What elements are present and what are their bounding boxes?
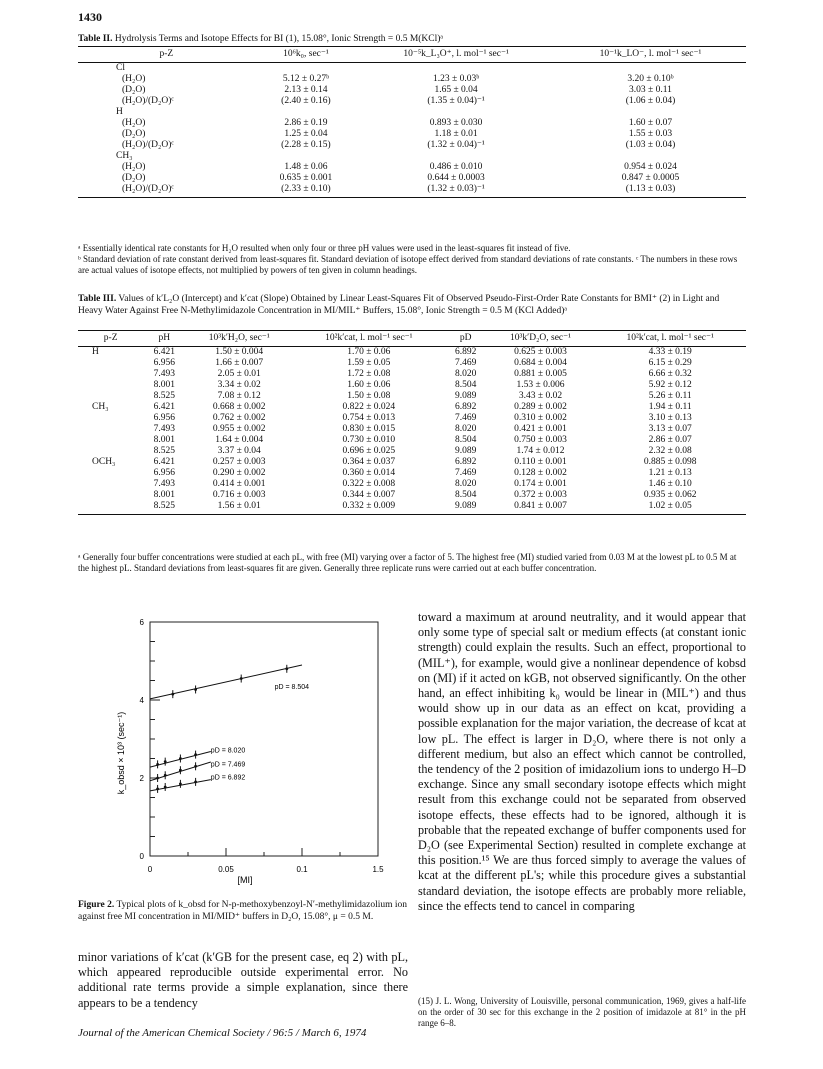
table3-header-5: 10³k′D₂O, sec⁻¹ (487, 331, 595, 347)
table2-cell: 0.954 ± 0.024 (624, 162, 677, 172)
table2-cell: 1.25 ± 0.04 (284, 129, 328, 139)
table3-group-name (78, 490, 143, 501)
kobsd-chart (78, 608, 408, 898)
table2-cell: 2.86 ± 0.19 (284, 118, 328, 128)
table3-cell: 0.128 ± 0.002 (514, 468, 567, 478)
y-tick-label: 4 (139, 696, 144, 705)
chart-y-label: k_obsd × 10³ (sec⁻¹) (116, 711, 126, 795)
table3-cell: 8.020 (454, 479, 477, 489)
left-column-text: minor variations of k′cat (k′GB for the present case, eq 2) with pL, which appeared reproducible outside experimental error. No additional rate terms provide a simple explanation, since there appears to be a tendency (78, 950, 408, 1010)
table3-cell: 3.43 ± 0.02 (518, 391, 563, 401)
data-point-dot (194, 781, 197, 784)
table-row (78, 184, 746, 198)
data-point-dot (156, 788, 159, 791)
table3-cell: 0.730 ± 0.010 (342, 435, 396, 445)
page-number: 1430 (78, 10, 102, 24)
table-row (78, 358, 746, 369)
table3-cell: 1.74 ± 0.012 (516, 446, 565, 456)
table2-cell: (H₂O) (122, 118, 146, 128)
table2-group-name: Cl (116, 63, 125, 73)
series-label: pD = 8.504 (274, 684, 310, 692)
table2-group-name: H (116, 107, 123, 117)
y-tick-label: 0 (139, 852, 144, 861)
table3-cell: 6.421 (153, 402, 175, 412)
table2-group-row (78, 107, 746, 118)
table3-cell: 6.956 (153, 468, 175, 478)
table3-cell: 1.66 ± 0.007 (215, 358, 264, 368)
table3 (78, 330, 746, 515)
x-tick-label: 0 (147, 865, 153, 874)
data-point-dot (164, 774, 167, 777)
table2-cell: (1.32 ± 0.03)⁻¹ (357, 184, 555, 198)
table3-cell: 9.089 (445, 501, 487, 515)
table2-cell: (D₂O) (122, 129, 146, 139)
table3-group-name (78, 358, 143, 369)
table3-group-name (78, 435, 143, 446)
table-row (78, 424, 746, 435)
table2-cell: (H₂O) (122, 74, 146, 84)
table3-group-name (78, 391, 143, 402)
table3-cell: 6.956 (153, 358, 175, 368)
table-row (78, 347, 746, 359)
table3-cell: 0.762 ± 0.002 (212, 413, 266, 423)
table3-cell: 8.525 (153, 446, 175, 456)
table3-cell: 1.50 ± 0.004 (215, 347, 264, 357)
table3-cell: 0.421 ± 0.001 (514, 424, 567, 434)
table2-cell: 1.65 ± 0.04 (434, 85, 478, 95)
series-label: pD = 7.469 (210, 761, 246, 769)
table2-cell: 0.486 ± 0.010 (429, 162, 483, 172)
table3-cell: 6.421 (153, 347, 175, 357)
table2-cell: (1.06 ± 0.04) (625, 96, 676, 106)
table3-cell: 6.892 (454, 347, 477, 357)
table3-header-6: 10²k′cat, l. mol⁻¹ sec⁻¹ (594, 331, 746, 347)
table2-cell: (1.32 ± 0.04)⁻¹ (427, 140, 485, 150)
data-point-dot (171, 693, 174, 696)
y-tick-label: 6 (139, 618, 144, 627)
table3-cell: 6.66 ± 0.32 (648, 369, 692, 379)
table3-cell: 1.64 ± 0.004 (215, 435, 264, 445)
table3-cell: 7.469 (454, 413, 477, 423)
table-row (78, 490, 746, 501)
table2-footnotes (78, 243, 746, 276)
table3-cell: 7.493 (153, 479, 175, 489)
table2-cell: (2.33 ± 0.10) (255, 184, 357, 198)
table3-cell: 0.668 ± 0.002 (212, 402, 266, 412)
table-row (78, 391, 746, 402)
table3-cell: 4.33 ± 0.19 (648, 347, 692, 357)
data-point-dot (164, 760, 167, 763)
figure-caption (78, 900, 408, 923)
table3-cell: 5.92 ± 0.12 (648, 380, 692, 390)
table3-cell: 0.364 ± 0.037 (342, 457, 396, 467)
table-row (78, 85, 746, 96)
right-column-text: toward a maximum at around neutrality, and it would appear that only some type of special salt or medium effects (at constant ionic strength) could explain the results. Such an effect, proportional to (MIL⁺), for example, would give a nonlinear dependence of kobsd on (MI) if it acted on kGB, not observed significantly. On the other hand, an effect inhibiting k₀ would be linear in (MIL⁺) and thus would show up in our data as an effect on kcat, providing a possible explanation for the major variation, the decrease of kcat at low pL. The effect is larger in D₂O, where there is not only a different medium, but also an effect which cannot be controlled, the tendency of the 2 position of imidazolium ions to undergo H–D exchange. Since any small secondary isotope effects which might result from this exchange could not be separated from observed isotope effects, these effects had to be ignored, although it is probable that the repeated exchange of buffer components used for D₂O (see Experimental Section) resulted in complete exchange at this position.¹⁵ We are thus forced simply to average the values of kcat at the different pL's; while this procedure gives a substantial standard deviation, the isotope effects are probably more reliable, since the effects tend to cancel in comparing (418, 610, 746, 913)
table3-cell: 2.86 ± 0.07 (648, 435, 692, 445)
table-row (78, 380, 746, 391)
data-point-dot (179, 757, 182, 760)
series-label: pD = 8.020 (210, 747, 246, 755)
table3-header-0: p-Z (78, 331, 143, 347)
table3-cell: 0.935 ± 0.062 (643, 490, 697, 500)
table3-cell: 5.26 ± 0.11 (648, 391, 692, 401)
table3-cell: 0.310 ± 0.002 (514, 413, 567, 423)
table3-header-1: pH (143, 331, 185, 347)
table2-cell: 0.893 ± 0.030 (429, 118, 483, 128)
table2-header-1: 10⁶k₀, sec⁻¹ (255, 47, 357, 63)
table3-cell: 0.372 ± 0.003 (514, 490, 567, 500)
table2-group-row (78, 63, 746, 75)
x-tick-label: 0.05 (218, 865, 234, 874)
table3-cell: 0.174 ± 0.001 (514, 479, 567, 489)
table-row (78, 140, 746, 151)
table2-cell: 1.60 ± 0.07 (628, 118, 673, 128)
table2-title: Hydrolysis Terms and Isotope Effects for BI (1), 15.08°, Ionic Strength = 0.5 M(KCl)ᵃ (114, 34, 444, 44)
table2-cell: (H₂O)/(D₂O)ᶜ (122, 140, 174, 150)
data-point-dot (156, 763, 159, 766)
table2-cell: (1.35 ± 0.04)⁻¹ (427, 96, 485, 106)
table-row (78, 413, 746, 424)
reference-15: (15) J. L. Wong, University of Louisville, personal communication, 1969, gives a half-life on the order of 30 sec for this exchange in the 2 position of imidazole at 81° in the pH range 6–8. (418, 996, 746, 1028)
table3-cell: 1.53 ± 0.006 (516, 380, 565, 390)
table3-cell: 0.684 ± 0.004 (514, 358, 567, 368)
table-row (78, 74, 746, 85)
figure-label: Figure 2. (78, 900, 115, 910)
table3-group-name (78, 369, 143, 380)
table3-cell: 1.94 ± 0.11 (648, 402, 692, 412)
table3-cell: 6.956 (153, 413, 175, 423)
table3-cell: 2.32 ± 0.08 (648, 446, 692, 456)
table2-cell: 0.644 ± 0.0003 (427, 173, 485, 183)
table3-cell: 0.257 ± 0.003 (212, 457, 266, 467)
table-row (78, 402, 746, 413)
table2-footnote-b: ᵇ Standard deviation of rate constant derived from least-squares fit. Standard deviation of isotope effect derived from standard deviations of rate constants. ᶜ The numbers in these rows are actual values of isotope effects, not multiplied by powers of ten given in column headings. (78, 254, 738, 275)
table3-cell: 8.525 (143, 501, 185, 515)
table3-group-name (78, 424, 143, 435)
table2-cell: (1.03 ± 0.04) (625, 140, 676, 150)
table3-cell: 0.716 ± 0.003 (212, 490, 266, 500)
table2-cell: (D₂O) (122, 173, 146, 183)
table-row (78, 369, 746, 380)
data-point-dot (194, 753, 197, 756)
table3-cell: 0.110 ± 0.001 (514, 457, 567, 467)
table3-group-name (78, 446, 143, 457)
table3-header-4: pD (445, 331, 487, 347)
table-row (78, 446, 746, 457)
table3-group-name (78, 413, 143, 424)
table3-cell: 0.332 ± 0.009 (293, 501, 445, 515)
table3-cell: 3.10 ± 0.13 (648, 413, 692, 423)
table3-cell: 1.72 ± 0.08 (347, 369, 391, 379)
table2-cell: (2.28 ± 0.15) (281, 140, 331, 150)
table3-header-2: 10³k′H₂O, sec⁻¹ (185, 331, 293, 347)
table3-cell: 8.001 (153, 435, 175, 445)
table-row (78, 479, 746, 490)
table2-cell: (H₂O)/(D₂O)ᶜ (122, 96, 174, 106)
table3-cell: 0.881 ± 0.005 (514, 369, 567, 379)
data-point-dot (285, 667, 288, 670)
table3-cell: 0.290 ± 0.002 (212, 468, 266, 478)
table2-cell: (D₂O) (122, 85, 146, 95)
chart-x-label: [MI] (237, 875, 253, 885)
table3-cell: 1.46 ± 0.10 (648, 479, 692, 489)
journal-footer: Journal of the American Chemical Society / 96:5 / March 6, 1974 (78, 1027, 367, 1039)
y-tick-label: 2 (139, 774, 144, 783)
table3-cell: 1.50 ± 0.08 (347, 391, 391, 401)
table2-cell: (2.40 ± 0.16) (281, 96, 331, 106)
x-tick-label: 0.1 (296, 865, 308, 874)
table2-group-row (78, 151, 746, 162)
table2-cell: (H₂O) (122, 162, 146, 172)
table3-cell: 1.60 ± 0.06 (347, 380, 391, 390)
table3-cell: 0.696 ± 0.025 (342, 446, 396, 456)
table2-label: Table II. (78, 34, 113, 44)
data-point-dot (194, 688, 197, 691)
data-point-dot (194, 765, 197, 768)
table3-cell: 1.70 ± 0.06 (347, 347, 391, 357)
table2-cell: (H₂O)/(D₂O)ᶜ (78, 184, 255, 198)
table3-cell: 7.493 (153, 424, 175, 434)
table3-cell: 7.493 (153, 369, 175, 379)
table3-cell: 8.001 (153, 380, 175, 390)
table2-cell: 1.18 ± 0.01 (434, 129, 478, 139)
table3-cell: 1.59 ± 0.05 (347, 358, 391, 368)
table3-cell: 0.625 ± 0.003 (514, 347, 567, 357)
table2-footnote-a: ᵃ Essentially identical rate constants for H₂O resulted when only four or three pH values were used in the least-squares fit instead of five. (78, 243, 571, 253)
table3-cell: 9.089 (454, 391, 477, 401)
table-row (78, 96, 746, 107)
table3-cell: 0.841 ± 0.007 (487, 501, 595, 515)
table-row (78, 173, 746, 184)
chart-frame (150, 622, 378, 856)
table2-cell: 1.48 ± 0.06 (284, 162, 328, 172)
table2-cell: (1.13 ± 0.03) (555, 184, 746, 198)
table2 (78, 46, 746, 198)
table-row (78, 457, 746, 468)
table2-caption (78, 33, 746, 45)
table3-cell: 9.089 (454, 446, 477, 456)
table2-cell: 0.635 ± 0.001 (279, 173, 333, 183)
table3-cell: 7.469 (454, 468, 477, 478)
table3-cell: 3.34 ± 0.02 (217, 380, 261, 390)
data-point-dot (164, 786, 167, 789)
table3-group-name (78, 468, 143, 479)
table3-cell: 8.504 (454, 435, 477, 445)
table2-cell: 1.55 ± 0.03 (628, 129, 673, 139)
table3-cell: 1.02 ± 0.05 (594, 501, 746, 515)
table2-cell: 3.20 ± 0.10ᵇ (627, 74, 674, 84)
table3-group-name: H (92, 347, 99, 357)
table3-cell: 6.421 (153, 457, 175, 467)
table2-cell: 3.03 ± 0.11 (629, 85, 672, 95)
table3-group-name: OCH₃ (92, 457, 116, 467)
table-row (78, 129, 746, 140)
table-row (78, 435, 746, 446)
table3-cell: 0.289 ± 0.002 (514, 402, 567, 412)
table3-cell: 7.08 ± 0.12 (217, 391, 261, 401)
table3-cell: 0.754 ± 0.013 (342, 413, 396, 423)
table-row (78, 468, 746, 479)
table-row (78, 118, 746, 129)
table3-cell: 0.822 ± 0.024 (342, 402, 396, 412)
data-point-dot (156, 777, 159, 780)
table3-cell: 0.885 ± 0.098 (643, 457, 697, 467)
table3-title: Values of k′L₂O (Intercept) and k′cat (Slope) Obtained by Linear Least-Squares Fit of Observed Pseudo-First-Order Rate Constants for BMI⁺ (2) in Light and Heavy Water Against Free N-Methylimidazole Concentration in MI/MIL⁺ Buffers, 15.08°, Ionic Strength = 0.5 M (KCl Added)ᵃ (78, 294, 720, 316)
table3-cell: 1.21 ± 0.13 (648, 468, 692, 478)
table3-cell: 0.322 ± 0.008 (342, 479, 396, 489)
data-point-dot (179, 769, 182, 772)
table2-cell: 1.23 ± 0.03ᵇ (433, 74, 480, 84)
table3-cell: 8.504 (454, 490, 477, 500)
table3-cell: 0.955 ± 0.002 (212, 424, 266, 434)
table3-header-3: 10²k′cat, l. mol⁻¹ sec⁻¹ (293, 331, 445, 347)
table2-header-3: 10⁻¹k_LO⁻, l. mol⁻¹ sec⁻¹ (555, 47, 746, 63)
x-tick-label: 1.5 (372, 865, 384, 874)
table3-cell: 8.504 (454, 380, 477, 390)
table3-cell: 3.37 ± 0.04 (217, 446, 261, 456)
table3-caption (78, 293, 746, 317)
table3-cell: 0.344 ± 0.007 (342, 490, 396, 500)
table-row (78, 501, 746, 515)
table3-group-name (78, 479, 143, 490)
table3-cell: 8.525 (153, 391, 175, 401)
table3-cell: 0.414 ± 0.001 (212, 479, 266, 489)
table2-group-name: CH₃ (116, 151, 133, 161)
figure-caption-text: Typical plots of k_obsd for N-p-methoxybenzoyl-N′-methylimidazolium ion against free MI concentration in MI/MID⁺ buffers in D₂O, 15.08°, μ = 0.5 M. (78, 900, 408, 922)
table3-cell: 2.05 ± 0.01 (217, 369, 261, 379)
table3-cell: 8.020 (454, 424, 477, 434)
table2-cell: 5.12 ± 0.27ᵇ (282, 74, 330, 84)
table3-group-name (78, 380, 143, 391)
table3-cell: 6.892 (454, 457, 477, 467)
table3-cell: 0.360 ± 0.014 (342, 468, 396, 478)
table3-footnote: ᵃ Generally four buffer concentrations were studied at each pL, with free (MI) varying over a factor of 5. The highest free (MI) studied varied from 0.03 M at the lowest pL to 0.5 M at the highest pL. Standard deviations from least-squares fit are given. Generally three replicate runs were carried out at each buffer concentration. (78, 552, 737, 573)
table3-cell: 3.13 ± 0.07 (648, 424, 692, 434)
table2-header-0: p-Z (78, 47, 255, 63)
table2-cell: 2.13 ± 0.14 (284, 85, 328, 95)
series-label: pD = 6.892 (210, 774, 246, 782)
table3-group-name: CH₃ (92, 402, 109, 412)
table3-cell: 8.001 (153, 490, 175, 500)
table2-header-2: 10⁻⁵k_L₃O⁺, l. mol⁻¹ sec⁻¹ (357, 47, 555, 63)
table3-cell: 1.56 ± 0.01 (185, 501, 293, 515)
table3-label: Table III. (78, 294, 117, 304)
figure-2 (78, 608, 408, 898)
table3-cell: 6.15 ± 0.29 (648, 358, 692, 368)
table3-cell: 0.830 ± 0.015 (342, 424, 396, 434)
table3-cell: 8.020 (454, 369, 477, 379)
table3-cell: 0.750 ± 0.003 (514, 435, 567, 445)
table-row (78, 162, 746, 173)
table3-cell: 7.469 (454, 358, 477, 368)
table3-group-name (78, 501, 143, 515)
data-point-dot (240, 677, 243, 680)
data-point-dot (179, 782, 182, 785)
table3-cell: 6.892 (454, 402, 477, 412)
table2-cell: 0.847 ± 0.0005 (621, 173, 680, 183)
